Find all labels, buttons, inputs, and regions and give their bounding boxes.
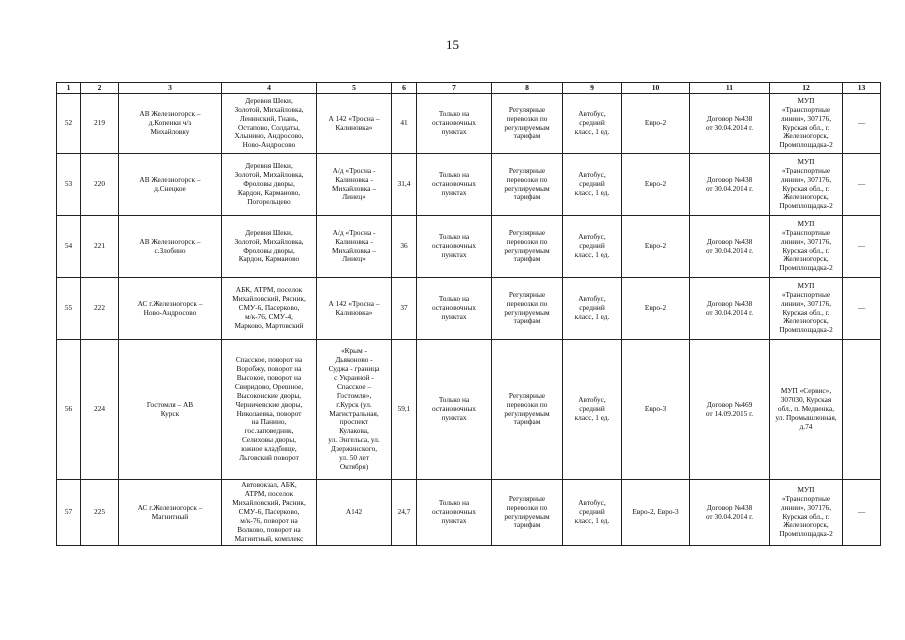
route-length: 36	[392, 216, 417, 278]
header-cell-3: 3	[119, 83, 222, 94]
roads: А142	[317, 480, 392, 546]
contract: Договор №438 от 30.04.2014 г.	[690, 94, 770, 154]
notes: —	[843, 480, 881, 546]
route-name: АС г.Железногорск – Ново-Андросово	[119, 278, 222, 340]
row-number: 56	[57, 340, 81, 480]
intermediate-stops: Деревня Шеки, Золотой, Михайловка, Ленинский, Гнань, Остапово, Солдаты, Хлынино, Андросово, Ново-Андросово	[222, 94, 317, 154]
transport-type: Регулярные перевозки по регулируемым тарифам	[492, 340, 563, 480]
carrier: МУП «Транспортные линии», 307176, Курская обл., г. Железногорск, Промплощадка-2	[770, 216, 843, 278]
carrier: МУП «Транспортные линии», 307176, Курская обл., г. Железногорск, Промплощадка-2	[770, 278, 843, 340]
route-length: 59,1	[392, 340, 417, 480]
route-number: 219	[81, 94, 119, 154]
header-cell-1: 1	[57, 83, 81, 94]
contract: Договор №438 от 30.04.2014 г.	[690, 216, 770, 278]
route-length: 31,4	[392, 154, 417, 216]
header-cell-6: 6	[392, 83, 417, 94]
notes: —	[843, 154, 881, 216]
table-row	[57, 216, 881, 278]
notes: —	[843, 94, 881, 154]
transport-type: Регулярные перевозки по регулируемым тарифам	[492, 154, 563, 216]
vehicle-class: Автобус, средний класс, 1 ед.	[563, 278, 622, 340]
header-cell-10: 10	[622, 83, 690, 94]
intermediate-stops: Спасское, поворот на Воробжу, поворот на Высокое, поворот на Свиридово, Орешное, Высоконские дворы, Черничевские дворы, Николаевка, поворот на Панино, гос.заповедник, Селиховы дворы, южное кладбище, Льговский поворот	[222, 340, 317, 480]
route-name: АВ Железногорск – с.Злобино	[119, 216, 222, 278]
vehicle-class: Автобус, средний класс, 1 ед.	[563, 480, 622, 546]
header-cell-2: 2	[81, 83, 119, 94]
roads: А 142 «Тросна – Калиновка»	[317, 94, 392, 154]
intermediate-stops: Автовокзал, АБК, АТРМ, поселок Михайловский, Рясник, СМУ-6, Пасерково, м/к-76, поворот на Волково, поворот на Магнитный, комплекс	[222, 480, 317, 546]
boarding-procedure: Только на остановочных пунктах	[417, 154, 492, 216]
vehicle-class: Автобус, средний класс, 1 ед.	[563, 94, 622, 154]
row-number: 55	[57, 278, 81, 340]
notes: —	[843, 216, 881, 278]
table-header-row	[57, 83, 881, 94]
header-cell-8: 8	[492, 83, 563, 94]
table-row	[57, 154, 881, 216]
roads: А/д «Тросна - Калиновка - Михайловка – Линец»	[317, 216, 392, 278]
contract: Договор №438 от 30.04.2014 г.	[690, 154, 770, 216]
table-row	[57, 480, 881, 546]
boarding-procedure: Только на остановочных пунктах	[417, 480, 492, 546]
route-name: АВ Железногорск – д.Снецкое	[119, 154, 222, 216]
route-number: 222	[81, 278, 119, 340]
roads: «Крым - Дьяконово - Суджа - граница с Украиной - Спасское – Гостомля», г.Курск (ул. Магистральная, проспект Кулакова, ул. Энгельса, ул. Дзержинского, ул. 50 лет Октября)	[317, 340, 392, 480]
route-number: 224	[81, 340, 119, 480]
table-row	[57, 94, 881, 154]
header-cell-5: 5	[317, 83, 392, 94]
route-number: 221	[81, 216, 119, 278]
contract: Договор №469 от 14.09.2015 г.	[690, 340, 770, 480]
intermediate-stops: Деревня Шеки, Золотой, Михайловка, Фроловы дворы, Кардон, Кармаиово	[222, 216, 317, 278]
eco-class: Евро-3	[622, 340, 690, 480]
route-name: Гостомля – АВ Курск	[119, 340, 222, 480]
eco-class: Евро-2	[622, 216, 690, 278]
transport-type: Регулярные перевозки по регулируемым тарифам	[492, 94, 563, 154]
header-cell-11: 11	[690, 83, 770, 94]
eco-class: Евро-2	[622, 278, 690, 340]
table-row	[57, 340, 881, 480]
header-cell-7: 7	[417, 83, 492, 94]
vehicle-class: Автобус, средний класс, 1 ед.	[563, 216, 622, 278]
route-number: 225	[81, 480, 119, 546]
row-number: 54	[57, 216, 81, 278]
carrier: МУП «Сервис», 307030, Курская обл., п. Медвенка, ул. Промышленная, д.74	[770, 340, 843, 480]
page-number: 15	[446, 37, 459, 52]
transport-type: Регулярные перевозки по регулируемым тарифам	[492, 480, 563, 546]
header-cell-12: 12	[770, 83, 843, 94]
header-cell-13: 13	[843, 83, 881, 94]
route-name: АС г.Железногорск – Магнитный	[119, 480, 222, 546]
routes-table	[56, 82, 881, 546]
boarding-procedure: Только на остановочных пунктах	[417, 216, 492, 278]
row-number: 57	[57, 480, 81, 546]
route-name: АВ Железногорск – д.Копенки ч/з Михайловку	[119, 94, 222, 154]
row-number: 53	[57, 154, 81, 216]
table-row	[57, 278, 881, 340]
boarding-procedure: Только на остановочных пунктах	[417, 340, 492, 480]
transport-type: Регулярные перевозки по регулируемым тарифам	[492, 278, 563, 340]
route-number: 220	[81, 154, 119, 216]
header-cell-9: 9	[563, 83, 622, 94]
transport-type: Регулярные перевозки по регулируемым тарифам	[492, 216, 563, 278]
route-length: 37	[392, 278, 417, 340]
intermediate-stops: АБК, АТРМ, поселок Михайловский, Рясник, СМУ-6, Пасерково, м/к-76, СМУ-4, Марково, Мартовский	[222, 278, 317, 340]
contract: Договор №438 от 30.04.2014 г.	[690, 480, 770, 546]
eco-class: Евро-2	[622, 94, 690, 154]
row-number: 52	[57, 94, 81, 154]
notes	[843, 340, 881, 480]
carrier: МУП «Транспортные линии», 307176, Курская обл., г. Железногорск, Промплощадка-2	[770, 94, 843, 154]
route-length: 41	[392, 94, 417, 154]
carrier: МУП «Транспортные линии», 307176, Курская обл., г. Железногорск, Промплощадка-2	[770, 480, 843, 546]
intermediate-stops: Деревня Шеки, Золотой, Михайловка, Фроловы дворы, Кардон, Кармаиово, Погорельцево	[222, 154, 317, 216]
route-length: 24,7	[392, 480, 417, 546]
eco-class: Евро-2	[622, 154, 690, 216]
boarding-procedure: Только на остановочных пунктах	[417, 278, 492, 340]
contract: Договор №438 от 30.04.2014 г.	[690, 278, 770, 340]
vehicle-class: Автобус, средний класс, 1 ед.	[563, 340, 622, 480]
roads: А 142 «Тросна – Калиновка»	[317, 278, 392, 340]
header-cell-4: 4	[222, 83, 317, 94]
vehicle-class: Автобус, средний класс, 1 ед.	[563, 154, 622, 216]
carrier: МУП «Транспортные линии», 307176, Курская обл., г. Железногорск, Промплощадка-2	[770, 154, 843, 216]
boarding-procedure: Только на остановочных пунктах	[417, 94, 492, 154]
notes: —	[843, 278, 881, 340]
roads: А/д «Тросна - Калиновка - Михайловка – Линец»	[317, 154, 392, 216]
eco-class: Евро-2, Евро-3	[622, 480, 690, 546]
